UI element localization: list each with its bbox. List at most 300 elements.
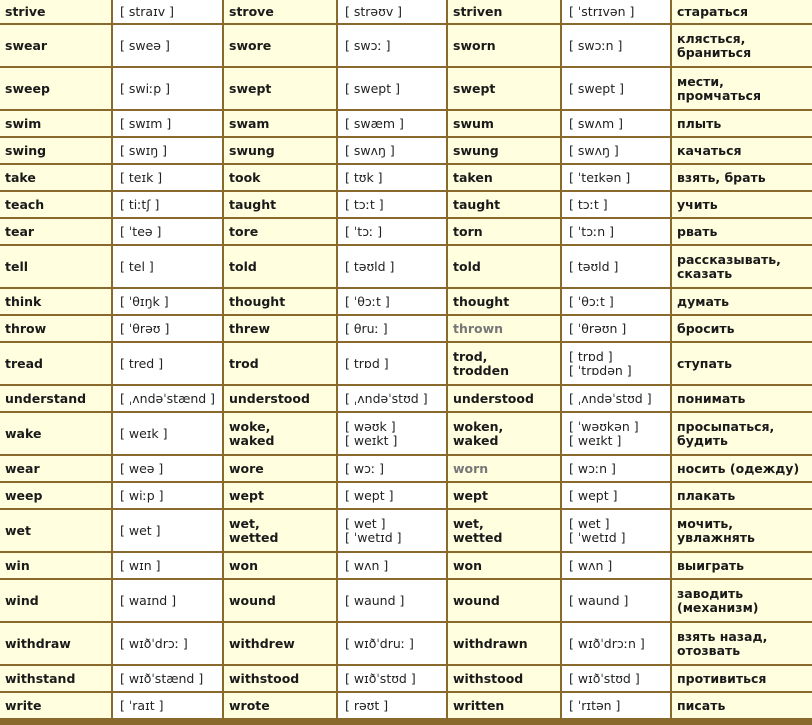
table-row xyxy=(0,0,812,23)
translation-text: просыпаться, xyxy=(677,418,775,434)
participle-transcription-text: [ ˈθrəʊn ] xyxy=(569,320,627,336)
participle-cell xyxy=(448,68,560,109)
past-cell xyxy=(224,413,336,454)
participle-transcription-cell xyxy=(562,165,670,190)
infinitive-text: withstand xyxy=(5,670,76,686)
past-transcription-cell xyxy=(338,219,446,244)
translation-text: сказать xyxy=(677,265,733,281)
participle-cell xyxy=(448,413,560,454)
past-cell xyxy=(224,693,336,718)
past-transcription-text: [ swæm ] xyxy=(345,115,404,131)
participle-transcription-text: [ ˈstrɪvən ] xyxy=(569,3,635,19)
past-cell xyxy=(224,386,336,411)
translation-cell xyxy=(672,111,812,136)
past-transcription-cell xyxy=(338,386,446,411)
participle-cell xyxy=(448,553,560,578)
participle-transcription-cell xyxy=(562,413,670,454)
past-text: swam xyxy=(229,115,270,131)
participle-cell xyxy=(448,289,560,314)
participle-transcription-text: [ wɪðˈdrɔːn ] xyxy=(569,635,645,651)
infinitive-transcription-cell xyxy=(113,553,222,578)
participle-cell xyxy=(448,623,560,664)
past-text: understood xyxy=(229,390,310,406)
table-row xyxy=(0,623,812,664)
participle-cell xyxy=(448,456,560,481)
infinitive-transcription-text: [ weɪk ] xyxy=(120,425,168,441)
past-cell xyxy=(224,246,336,287)
participle-transcription-text: [ ˈtɔːn ] xyxy=(569,223,615,239)
participle-cell xyxy=(448,693,560,718)
participle-cell xyxy=(448,666,560,691)
past-cell xyxy=(224,68,336,109)
infinitive-transcription-cell xyxy=(113,246,222,287)
infinitive-cell xyxy=(0,192,111,217)
infinitive-text: win xyxy=(5,557,30,573)
translation-text: увлажнять xyxy=(677,529,755,545)
table-row xyxy=(0,111,812,136)
participle-cell xyxy=(448,0,560,23)
past-cell xyxy=(224,316,336,341)
infinitive-text: weep xyxy=(5,487,43,503)
past-transcription-text: [ rəʊt ] xyxy=(345,697,389,713)
table-row xyxy=(0,219,812,244)
translation-text: выиграть xyxy=(677,557,745,573)
infinitive-transcription-cell xyxy=(113,138,222,163)
infinitive-transcription-cell xyxy=(113,68,222,109)
infinitive-cell xyxy=(0,510,111,551)
past-transcription-text: [ wept ] xyxy=(345,487,394,503)
infinitive-transcription-cell xyxy=(113,510,222,551)
past-text: waked xyxy=(229,432,275,448)
participle-transcription-text: [ ˈθɔːt ] xyxy=(569,293,614,309)
translation-text: рассказывать, xyxy=(677,251,781,267)
past-transcription-cell xyxy=(338,165,446,190)
translation-text: заводить xyxy=(677,585,744,601)
participle-transcription-cell xyxy=(562,192,670,217)
participle-text: woken, xyxy=(453,418,504,434)
past-transcription-cell xyxy=(338,289,446,314)
translation-text: плыть xyxy=(677,115,722,131)
infinitive-cell xyxy=(0,219,111,244)
infinitive-cell xyxy=(0,553,111,578)
participle-text: wound xyxy=(453,592,500,608)
translation-cell xyxy=(672,192,812,217)
participle-text: worn xyxy=(453,460,489,476)
past-cell xyxy=(224,456,336,481)
participle-transcription-text: [ ˈwəʊkən ] xyxy=(569,418,639,434)
table-row xyxy=(0,580,812,621)
infinitive-cell xyxy=(0,289,111,314)
translation-text: противиться xyxy=(677,670,767,686)
past-transcription-text: [ wɪðˈstʊd ] xyxy=(345,670,416,686)
table-row xyxy=(0,666,812,691)
translation-cell xyxy=(672,68,812,109)
infinitive-cell xyxy=(0,165,111,190)
infinitive-text: teach xyxy=(5,196,45,212)
infinitive-transcription-cell xyxy=(113,413,222,454)
infinitive-transcription-text: [ weə ] xyxy=(120,460,164,476)
participle-text: withstood xyxy=(453,670,524,686)
translation-text: рвать xyxy=(677,223,718,239)
past-transcription-cell xyxy=(338,25,446,66)
translation-text: качаться xyxy=(677,142,742,158)
past-text: trod xyxy=(229,355,259,371)
past-cell xyxy=(224,580,336,621)
past-cell xyxy=(224,138,336,163)
translation-cell xyxy=(672,693,812,718)
infinitive-text: understand xyxy=(5,390,87,406)
table-row xyxy=(0,343,812,384)
translation-cell xyxy=(672,219,812,244)
translation-text: мести, xyxy=(677,73,724,89)
past-text: tore xyxy=(229,223,259,239)
participle-transcription-cell xyxy=(562,246,670,287)
translation-text: отозвать xyxy=(677,642,741,658)
infinitive-text: wet xyxy=(5,522,32,538)
participle-transcription-cell xyxy=(562,510,670,551)
infinitive-transcription-cell xyxy=(113,386,222,411)
past-text: taught xyxy=(229,196,277,212)
past-cell xyxy=(224,0,336,23)
infinitive-cell xyxy=(0,623,111,664)
past-transcription-text: [ swʌŋ ] xyxy=(345,142,395,158)
past-transcription-text: [ wɔː ] xyxy=(345,460,385,476)
participle-text: taken xyxy=(453,169,493,185)
past-transcription-text: [ ˌʌndəˈstʊd ] xyxy=(345,390,428,406)
participle-transcription-text: [ swept ] xyxy=(569,80,624,96)
past-transcription-text: [ wəʊk ] xyxy=(345,418,396,434)
past-transcription-text: [ weɪkt ] xyxy=(345,432,398,448)
past-cell xyxy=(224,623,336,664)
past-transcription-text: [ tɔːt ] xyxy=(345,196,384,212)
infinitive-transcription-text: [ swiːp ] xyxy=(120,80,171,96)
infinitive-cell xyxy=(0,580,111,621)
past-transcription-text: [ swɔː ] xyxy=(345,37,391,53)
participle-text: trodden xyxy=(453,362,509,378)
participle-text: withdrawn xyxy=(453,635,528,651)
participle-cell xyxy=(448,192,560,217)
participle-transcription-cell xyxy=(562,0,670,23)
table-row xyxy=(0,165,812,190)
past-transcription-cell xyxy=(338,111,446,136)
translation-text: учить xyxy=(677,196,718,212)
participle-transcription-text: [ təʊld ] xyxy=(569,258,619,274)
infinitive-cell xyxy=(0,413,111,454)
translation-text: клясться, xyxy=(677,30,746,46)
translation-cell xyxy=(672,580,812,621)
participle-cell xyxy=(448,165,560,190)
translation-text: промчаться xyxy=(677,87,761,103)
participle-transcription-cell xyxy=(562,343,670,384)
participle-text: sworn xyxy=(453,37,496,53)
infinitive-text: write xyxy=(5,697,42,713)
past-text: wore xyxy=(229,460,264,476)
past-cell xyxy=(224,510,336,551)
infinitive-cell xyxy=(0,386,111,411)
infinitive-transcription-text: [ tred ] xyxy=(120,355,164,371)
infinitive-transcription-cell xyxy=(113,219,222,244)
past-transcription-text: [ ˈwetɪd ] xyxy=(345,529,402,545)
translation-text: взять назад, xyxy=(677,628,768,644)
participle-transcription-cell xyxy=(562,138,670,163)
participle-transcription-cell xyxy=(562,693,670,718)
infinitive-cell xyxy=(0,456,111,481)
translation-cell xyxy=(672,246,812,287)
participle-transcription-text: [ waund ] xyxy=(569,592,629,608)
past-cell xyxy=(224,553,336,578)
translation-cell xyxy=(672,553,812,578)
past-text: swung xyxy=(229,142,275,158)
participle-transcription-text: [ wɪðˈstʊd ] xyxy=(569,670,640,686)
participle-text: won xyxy=(453,557,483,573)
participle-cell xyxy=(448,580,560,621)
participle-text: taught xyxy=(453,196,501,212)
participle-cell xyxy=(448,25,560,66)
participle-text: waked xyxy=(453,432,499,448)
infinitive-transcription-text: [ wet ] xyxy=(120,522,161,538)
past-transcription-text: [ tʊk ] xyxy=(345,169,383,185)
participle-transcription-cell xyxy=(562,111,670,136)
past-transcription-cell xyxy=(338,510,446,551)
past-transcription-cell xyxy=(338,138,446,163)
participle-transcription-text: [ ˈwetɪd ] xyxy=(569,529,626,545)
participle-text: trod, xyxy=(453,348,488,364)
infinitive-text: strive xyxy=(5,3,46,19)
past-transcription-text: [ strəʊv ] xyxy=(345,3,403,19)
table-row xyxy=(0,510,812,551)
participle-transcription-cell xyxy=(562,553,670,578)
past-text: told xyxy=(229,258,257,274)
past-text: thought xyxy=(229,293,286,309)
translation-text: браниться xyxy=(677,44,752,60)
participle-transcription-cell xyxy=(562,25,670,66)
past-transcription-cell xyxy=(338,68,446,109)
participle-cell xyxy=(448,246,560,287)
past-transcription-cell xyxy=(338,693,446,718)
infinitive-transcription-text: [ ˈteə ] xyxy=(120,223,162,239)
participle-cell xyxy=(448,483,560,508)
infinitive-cell xyxy=(0,138,111,163)
participle-transcription-text: [ tɔːt ] xyxy=(569,196,608,212)
past-transcription-cell xyxy=(338,623,446,664)
participle-text: thrown xyxy=(453,320,504,336)
past-transcription-cell xyxy=(338,666,446,691)
infinitive-transcription-text: [ waɪnd ] xyxy=(120,592,177,608)
table-row xyxy=(0,192,812,217)
translation-text: бросить xyxy=(677,320,735,336)
participle-transcription-cell xyxy=(562,386,670,411)
infinitive-transcription-cell xyxy=(113,693,222,718)
participle-text: swum xyxy=(453,115,494,131)
translation-cell xyxy=(672,165,812,190)
table-row xyxy=(0,456,812,481)
table-row xyxy=(0,553,812,578)
translation-cell xyxy=(672,510,812,551)
infinitive-transcription-text: [ wɪðˈdrɔː ] xyxy=(120,635,188,651)
past-text: woke, xyxy=(229,418,271,434)
infinitive-transcription-text: [ ˈθɪŋk ] xyxy=(120,293,169,309)
infinitive-transcription-cell xyxy=(113,666,222,691)
past-text: swept xyxy=(229,80,272,96)
translation-cell xyxy=(672,456,812,481)
translation-text: взять, брать xyxy=(677,169,766,185)
infinitive-text: take xyxy=(5,169,36,185)
infinitive-transcription-cell xyxy=(113,483,222,508)
translation-cell xyxy=(672,25,812,66)
past-text: withstood xyxy=(229,670,300,686)
participle-transcription-text: [ wɔːn ] xyxy=(569,460,616,476)
participle-transcription-cell xyxy=(562,580,670,621)
past-transcription-cell xyxy=(338,553,446,578)
translation-text: плакать xyxy=(677,487,736,503)
infinitive-transcription-cell xyxy=(113,111,222,136)
participle-transcription-cell xyxy=(562,623,670,664)
infinitive-transcription-cell xyxy=(113,192,222,217)
infinitive-text: wear xyxy=(5,460,40,476)
past-cell xyxy=(224,219,336,244)
participle-transcription-text: [ ˈrɪtən ] xyxy=(569,697,621,713)
participle-text: wet, xyxy=(453,515,484,531)
translation-text: будить xyxy=(677,432,728,448)
infinitive-text: tear xyxy=(5,223,35,239)
table-row xyxy=(0,693,812,718)
infinitive-transcription-text: [ teɪk ] xyxy=(120,169,163,185)
past-cell xyxy=(224,343,336,384)
infinitive-transcription-text: [ ˈraɪt ] xyxy=(120,697,164,713)
participle-transcription-text: [ ˌʌndəˈstʊd ] xyxy=(569,390,652,406)
past-transcription-cell xyxy=(338,246,446,287)
infinitive-transcription-cell xyxy=(113,289,222,314)
translation-cell xyxy=(672,386,812,411)
past-text: wet, xyxy=(229,515,260,531)
past-cell xyxy=(224,483,336,508)
participle-transcription-cell xyxy=(562,289,670,314)
past-transcription-text: [ θruː ] xyxy=(345,320,388,336)
infinitive-cell xyxy=(0,693,111,718)
infinitive-cell xyxy=(0,343,111,384)
participle-cell xyxy=(448,219,560,244)
translation-text: ступать xyxy=(677,355,733,371)
past-text: withdrew xyxy=(229,635,295,651)
participle-text: wetted xyxy=(453,529,503,545)
infinitive-cell xyxy=(0,483,111,508)
participle-cell xyxy=(448,111,560,136)
infinitive-text: wind xyxy=(5,592,39,608)
participle-transcription-text: [ wept ] xyxy=(569,487,618,503)
past-text: wound xyxy=(229,592,276,608)
past-text: won xyxy=(229,557,259,573)
translation-cell xyxy=(672,343,812,384)
past-transcription-text: [ ˈtɔː ] xyxy=(345,223,383,239)
participle-cell xyxy=(448,510,560,551)
infinitive-text: think xyxy=(5,293,42,309)
infinitive-transcription-text: [ swɪm ] xyxy=(120,115,172,131)
infinitive-transcription-text: [ ˈθrəʊ ] xyxy=(120,320,170,336)
past-transcription-cell xyxy=(338,343,446,384)
past-transcription-cell xyxy=(338,316,446,341)
table-row xyxy=(0,138,812,163)
past-cell xyxy=(224,165,336,190)
participle-transcription-cell xyxy=(562,68,670,109)
participle-cell xyxy=(448,386,560,411)
infinitive-transcription-cell xyxy=(113,343,222,384)
participle-transcription-cell xyxy=(562,316,670,341)
participle-transcription-text: [ trɒd ] xyxy=(569,348,613,364)
past-transcription-cell xyxy=(338,580,446,621)
past-transcription-text: [ trɒd ] xyxy=(345,355,389,371)
translation-text: (механизм) xyxy=(677,599,759,615)
participle-cell xyxy=(448,138,560,163)
translation-text: писать xyxy=(677,697,726,713)
infinitive-transcription-text: [ straɪv ] xyxy=(120,3,174,19)
translation-cell xyxy=(672,666,812,691)
past-text: strove xyxy=(229,3,274,19)
infinitive-cell xyxy=(0,246,111,287)
participle-text: striven xyxy=(453,3,503,19)
past-transcription-text: [ ˈθɔːt ] xyxy=(345,293,390,309)
participle-transcription-text: [ ˈteɪkən ] xyxy=(569,169,631,185)
infinitive-transcription-cell xyxy=(113,580,222,621)
past-transcription-cell xyxy=(338,483,446,508)
past-cell xyxy=(224,25,336,66)
infinitive-text: swing xyxy=(5,142,47,158)
infinitive-text: withdraw xyxy=(5,635,71,651)
participle-text: swept xyxy=(453,80,496,96)
table-row xyxy=(0,386,812,411)
translation-cell xyxy=(672,289,812,314)
participle-cell xyxy=(448,343,560,384)
infinitive-text: swim xyxy=(5,115,42,131)
past-cell xyxy=(224,289,336,314)
infinitive-transcription-cell xyxy=(113,25,222,66)
participle-transcription-text: [ weɪkt ] xyxy=(569,432,622,448)
infinitive-transcription-text: [ wɪn ] xyxy=(120,557,161,573)
past-transcription-cell xyxy=(338,413,446,454)
infinitive-transcription-cell xyxy=(113,0,222,23)
past-transcription-text: [ waund ] xyxy=(345,592,405,608)
participle-transcription-cell xyxy=(562,666,670,691)
past-transcription-text: [ təʊld ] xyxy=(345,258,395,274)
participle-text: torn xyxy=(453,223,483,239)
infinitive-transcription-cell xyxy=(113,623,222,664)
infinitive-cell xyxy=(0,111,111,136)
infinitive-transcription-text: [ swɪŋ ] xyxy=(120,142,168,158)
infinitive-transcription-text: [ tiːtʃ ] xyxy=(120,196,160,212)
past-transcription-text: [ wɪðˈdruː ] xyxy=(345,635,414,651)
past-text: wrote xyxy=(229,697,270,713)
table-row xyxy=(0,289,812,314)
infinitive-cell xyxy=(0,666,111,691)
participle-transcription-text: [ swʌm ] xyxy=(569,115,624,131)
table-row xyxy=(0,25,812,66)
table-row xyxy=(0,413,812,454)
infinitive-transcription-cell xyxy=(113,165,222,190)
translation-cell xyxy=(672,316,812,341)
infinitive-cell xyxy=(0,68,111,109)
participle-transcription-text: [ wʌn ] xyxy=(569,557,613,573)
past-text: wept xyxy=(229,487,264,503)
past-transcription-text: [ wʌn ] xyxy=(345,557,389,573)
translation-text: стараться xyxy=(677,3,749,19)
infinitive-transcription-text: [ wiːp ] xyxy=(120,487,164,503)
past-text: swore xyxy=(229,37,272,53)
infinitive-transcription-cell xyxy=(113,456,222,481)
infinitive-text: throw xyxy=(5,320,47,336)
participle-transcription-text: [ swʌŋ ] xyxy=(569,142,619,158)
infinitive-transcription-text: [ wɪðˈstænd ] xyxy=(120,670,204,686)
past-transcription-cell xyxy=(338,192,446,217)
infinitive-transcription-text: [ tel ] xyxy=(120,258,154,274)
